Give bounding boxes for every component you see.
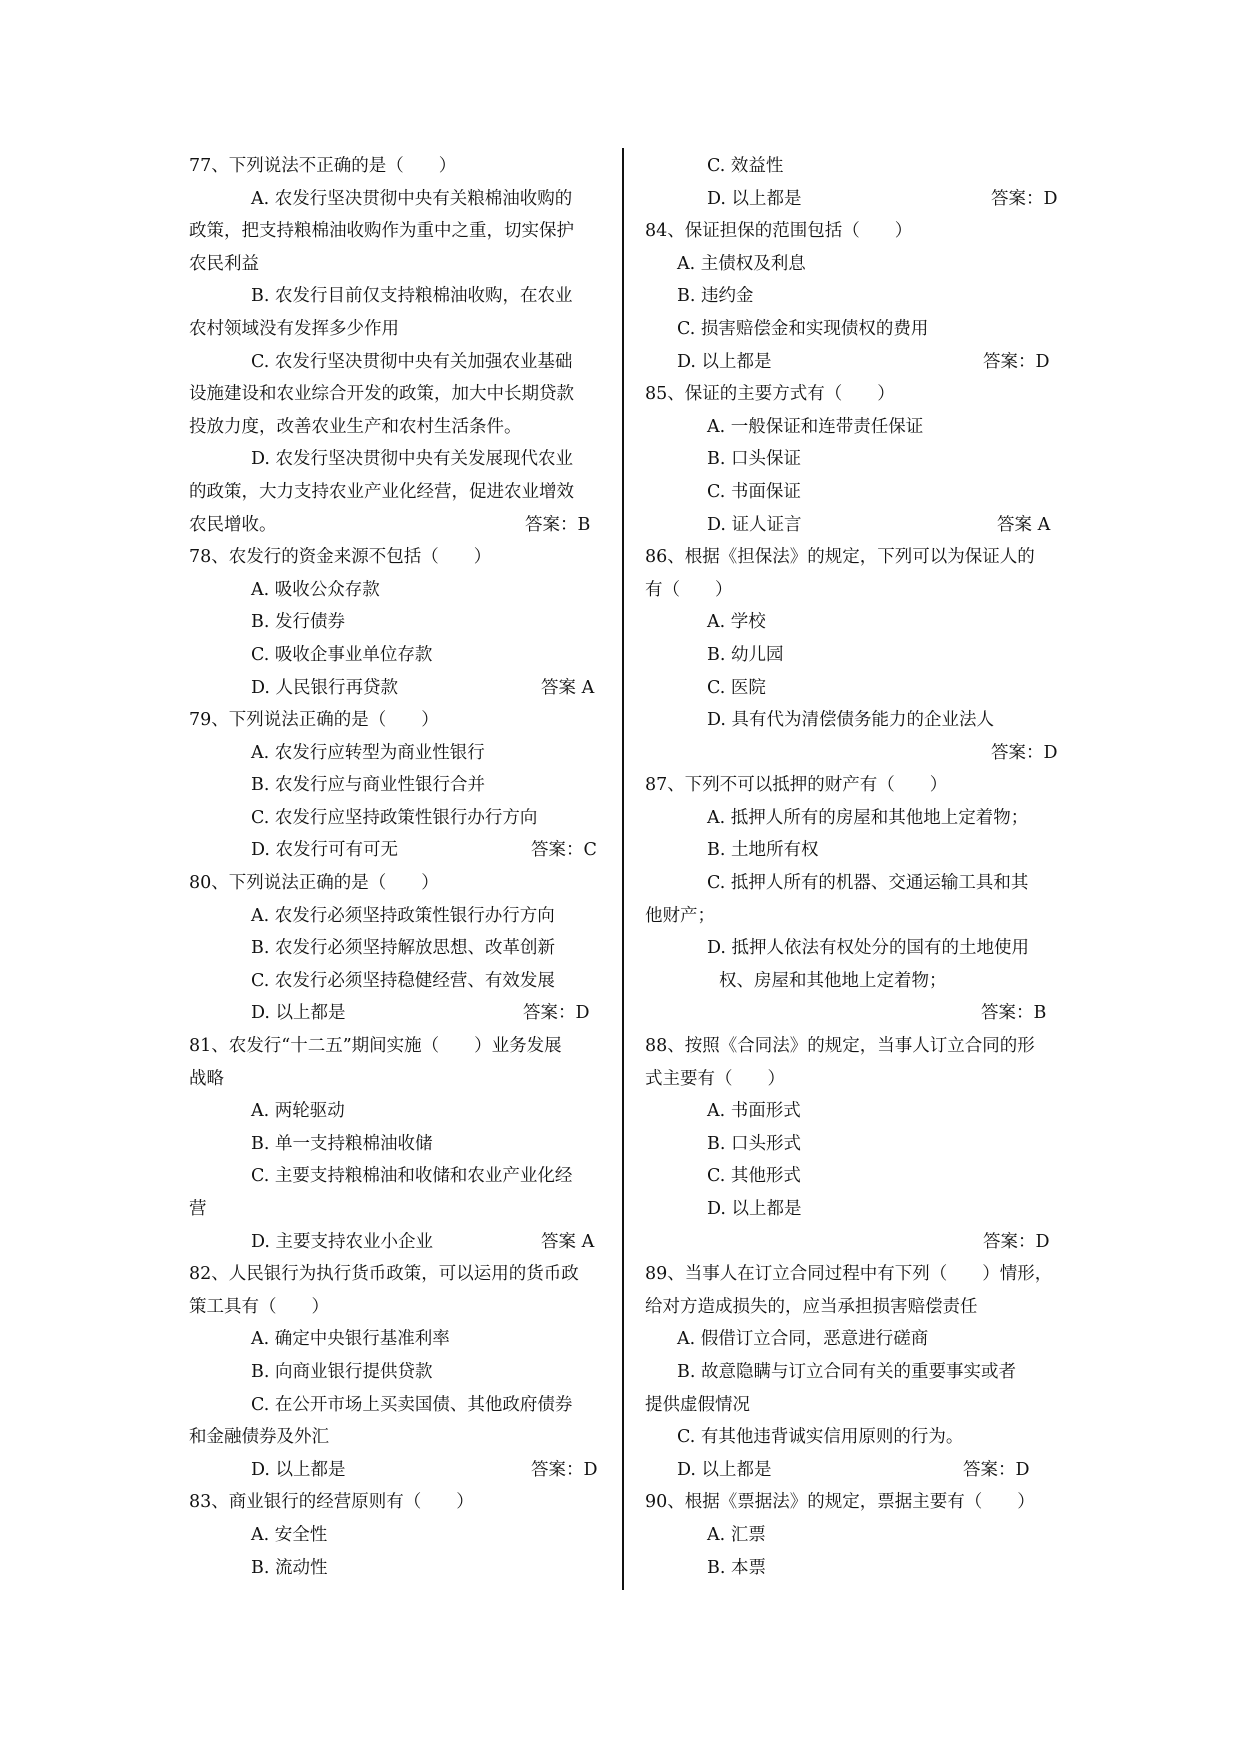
text-line <box>189 1389 601 1422</box>
line-text: 85、保证的主要方式有（ ） <box>645 384 895 405</box>
line-text: A. 主债权及利息 <box>677 253 806 274</box>
text-line <box>645 1421 1055 1454</box>
text-line <box>645 1389 1055 1422</box>
line-text: A. 农发行坚决贯彻中央有关粮棉油收购的 <box>251 188 573 209</box>
text-line <box>189 802 601 835</box>
text-line <box>645 1063 1055 1096</box>
line-text: 81、农发行“十二五”期间实施（ ）业务发展 <box>189 1036 562 1057</box>
text-line <box>189 965 601 998</box>
line-text: D. 主要支持农业小企业 <box>251 1231 434 1252</box>
line-text: D. 以上都是 <box>707 188 802 209</box>
answer-label: 答案：D <box>531 1459 598 1480</box>
text-line <box>189 997 601 1030</box>
text-line <box>645 1128 1055 1161</box>
text-line <box>645 443 1055 476</box>
line-text: D. 以上都是 <box>677 351 772 372</box>
line-text: 有（ ） <box>645 579 733 600</box>
text-line <box>645 183 1058 216</box>
text-line <box>189 606 601 639</box>
text-line <box>189 900 601 933</box>
text-line <box>645 672 1055 705</box>
text-line <box>645 248 1055 281</box>
text-line <box>189 1454 601 1487</box>
line-text: D. 以上都是 <box>251 1003 346 1024</box>
text-line <box>189 1193 601 1226</box>
line-text: A. 书面形式 <box>707 1101 801 1122</box>
line-text: A. 农发行必须坚持政策性银行办行方向 <box>251 905 555 926</box>
line-text: 给对方造成损失的，应当承担损害赔偿责任 <box>645 1296 978 1317</box>
line-text: B. 农发行应与商业性银行合并 <box>251 775 485 796</box>
text-line <box>189 1030 601 1063</box>
text-line <box>189 1421 601 1454</box>
line-text: D. 具有代为清偿债务能力的企业法人 <box>707 710 995 731</box>
line-text: B. 发行债券 <box>251 612 345 633</box>
text-line <box>645 900 1055 933</box>
text-line <box>645 867 1055 900</box>
line-text: A. 确定中央银行基准利率 <box>251 1329 450 1350</box>
text-line <box>189 183 601 216</box>
text-line <box>645 1030 1055 1063</box>
line-text: B. 故意隐瞒与订立合同有关的重要事实或者 <box>677 1361 1016 1382</box>
line-text: B. 流动性 <box>251 1557 328 1578</box>
text-line <box>645 1356 1055 1389</box>
text-line <box>189 1356 601 1389</box>
line-text: C. 损害赔偿金和实现债权的费用 <box>677 318 929 339</box>
line-text: 84、保证担保的范围包括（ ） <box>645 221 913 242</box>
text-line <box>189 215 601 248</box>
text-line <box>189 476 601 509</box>
line-text: D. 证人证言 <box>707 514 802 535</box>
text-line <box>189 1291 601 1324</box>
line-text: D. 以上都是 <box>707 1199 802 1219</box>
text-line <box>645 1095 1055 1128</box>
line-text: A. 抵押人所有的房屋和其他地上定着物； <box>707 807 1029 828</box>
text-line <box>189 248 601 281</box>
line-text: B. 本票 <box>707 1557 766 1578</box>
line-text: 他财产； <box>645 905 715 926</box>
text-line <box>645 574 1055 607</box>
line-text: 设施建设和农业综合开发的政策，加大中长期贷款 <box>189 384 574 405</box>
line-text: B. 违约金 <box>677 286 754 307</box>
line-text: 90、根据《票据法》的规定，票据主要有（ ） <box>645 1492 1035 1513</box>
line-text: 的政策，大力支持农业产业化经营，促进农业增效 <box>189 481 574 502</box>
text-line <box>645 932 1055 965</box>
line-text: 投放力度，改善农业生产和农村生活条件。 <box>189 416 522 437</box>
line-text: C. 效益性 <box>707 156 784 176</box>
line-text: 政策，把支持粮棉油收购作为重中之重，切实保护 <box>189 221 574 242</box>
line-text: 89、当事人在订立合同过程中有下列（ ）情形， <box>645 1264 1053 1285</box>
line-text: C. 有其他违背诚实信用原则的行为。 <box>677 1427 964 1448</box>
answer-label: 答案：D <box>963 1459 1030 1480</box>
text-line <box>189 932 601 965</box>
text-line <box>189 1552 601 1585</box>
text-line <box>189 509 601 542</box>
text-line <box>645 509 1055 542</box>
line-text: C. 农发行坚决贯彻中央有关加强农业基础 <box>251 351 573 372</box>
text-line <box>189 443 601 476</box>
line-text: B. 农发行必须坚持解放思想、改革创新 <box>251 938 555 959</box>
answer-label: 答案：D <box>983 351 1050 372</box>
text-line <box>189 1095 601 1128</box>
text-line <box>189 1519 601 1552</box>
answer-label: 答案 A <box>541 677 595 698</box>
text-line <box>189 280 601 313</box>
text-line <box>645 997 1055 1030</box>
line-text: 77、下列说法不正确的是（ ） <box>189 156 457 176</box>
line-text: D. 农发行可有可无 <box>251 840 399 861</box>
line-text: 农村领域没有发挥多少作用 <box>189 318 399 339</box>
text-line <box>645 1323 1055 1356</box>
line-text: B. 口头形式 <box>707 1133 801 1154</box>
line-text: B. 口头保证 <box>707 449 801 470</box>
answer-label: 答案 A <box>997 514 1051 535</box>
line-text: 86、根据《担保法》的规定，下列可以为保证人的 <box>645 547 1035 568</box>
line-text: C. 农发行必须坚持稳健经营、有效发展 <box>251 970 555 991</box>
text-line <box>189 541 601 574</box>
line-text: B. 土地所有权 <box>707 840 819 861</box>
line-text: D. 以上都是 <box>251 1459 346 1480</box>
line-text: 87、下列不可以抵押的财产有（ ） <box>645 775 948 796</box>
answer-label: 答案：D <box>983 1231 1050 1252</box>
text-line <box>189 574 601 607</box>
line-text: 权、房屋和其他地上定着物； <box>719 970 947 991</box>
text-line <box>189 672 601 705</box>
line-text: 农民利益 <box>189 253 259 274</box>
text-line <box>189 737 601 770</box>
text-line <box>645 606 1055 639</box>
text-line <box>189 704 601 737</box>
line-text: C. 主要支持粮棉油和收储和农业产业化经 <box>251 1166 573 1187</box>
text-line <box>645 476 1055 509</box>
text-line <box>189 834 601 867</box>
text-line <box>189 1226 601 1259</box>
answer-label: 答案 A <box>541 1231 595 1252</box>
line-text: D. 以上都是 <box>677 1459 772 1480</box>
text-line <box>645 378 1055 411</box>
text-line <box>645 313 1055 346</box>
text-line <box>645 1193 1055 1226</box>
text-line <box>645 280 1055 313</box>
line-text: 农民增收。 <box>189 514 277 535</box>
column-divider <box>622 148 624 1590</box>
text-line <box>645 1226 1055 1259</box>
line-text: D. 抵押人依法有权处分的国有的土地使用 <box>707 938 1030 959</box>
right-column <box>645 150 1058 1584</box>
left-column <box>189 150 601 1584</box>
line-text: A. 两轮驱动 <box>251 1101 345 1122</box>
line-text: D. 人民银行再贷款 <box>251 677 399 698</box>
answer-label: 答案：B <box>525 514 591 535</box>
text-line <box>645 1519 1055 1552</box>
text-line <box>645 639 1055 672</box>
text-line <box>189 313 601 346</box>
line-text: A. 吸收公众存款 <box>251 579 380 600</box>
line-text: C. 在公开市场上买卖国债、其他政府债券 <box>251 1394 573 1415</box>
text-line <box>189 1160 601 1193</box>
text-line <box>189 150 601 183</box>
text-line <box>189 867 601 900</box>
text-line <box>645 411 1055 444</box>
text-line <box>189 346 601 379</box>
line-text: A. 学校 <box>707 612 766 633</box>
answer-label: 答案：C <box>531 840 597 861</box>
line-text: B. 幼儿园 <box>707 644 784 665</box>
text-line <box>645 215 1055 248</box>
line-text: 战略 <box>189 1068 224 1089</box>
line-text: A. 假借订立合同，恶意进行磋商 <box>677 1329 929 1350</box>
line-text: 营 <box>189 1199 207 1219</box>
line-text: C. 医院 <box>707 677 766 698</box>
line-text: B. 向商业银行提供贷款 <box>251 1361 433 1382</box>
text-line <box>645 1291 1055 1324</box>
line-text: 79、下列说法正确的是（ ） <box>189 710 439 731</box>
text-line <box>645 541 1055 574</box>
line-text: A. 安全性 <box>251 1524 328 1545</box>
answer-label: 答案：D <box>523 1003 590 1024</box>
line-text: A. 一般保证和连带责任保证 <box>707 416 924 437</box>
text-line <box>189 411 601 444</box>
text-line <box>645 834 1055 867</box>
line-text: 78、农发行的资金来源不包括（ ） <box>189 547 492 568</box>
text-line <box>645 346 1055 379</box>
text-line <box>645 704 1055 737</box>
line-text: C. 书面保证 <box>707 481 801 502</box>
text-line <box>189 1063 601 1096</box>
line-text: A. 农发行应转型为商业性银行 <box>251 742 485 763</box>
text-line <box>189 639 601 672</box>
text-line <box>189 769 601 802</box>
answer-label: 答案：D <box>991 188 1058 209</box>
line-text: 策工具有（ ） <box>189 1296 329 1317</box>
text-line <box>645 1552 1055 1585</box>
text-line <box>645 769 1055 802</box>
text-line <box>645 150 1055 183</box>
text-line <box>645 1258 1055 1291</box>
text-line <box>645 1486 1055 1519</box>
line-text: C. 吸收企事业单位存款 <box>251 644 433 665</box>
text-line <box>645 1454 1055 1487</box>
line-text: 83、商业银行的经营原则有（ ） <box>189 1492 474 1513</box>
answer-label: 答案：D <box>991 742 1058 763</box>
line-text: 82、人民银行为执行货币政策，可以运用的货币政 <box>189 1264 579 1285</box>
line-text: 式主要有（ ） <box>645 1068 785 1089</box>
text-line <box>189 378 601 411</box>
line-text: 和金融债券及外汇 <box>189 1427 329 1448</box>
line-text: D. 农发行坚决贯彻中央有关发展现代农业 <box>251 449 574 470</box>
answer-label: 答案：B <box>981 1003 1047 1024</box>
text-line <box>645 802 1055 835</box>
line-text: 80、下列说法正确的是（ ） <box>189 873 439 894</box>
text-line <box>645 1160 1055 1193</box>
text-line <box>189 1128 601 1161</box>
line-text: 88、按照《合同法》的规定，当事人订立合同的形 <box>645 1036 1035 1057</box>
text-line <box>189 1258 601 1291</box>
text-line <box>189 1486 601 1519</box>
line-text: 提供虚假情况 <box>645 1394 750 1415</box>
line-text: C. 其他形式 <box>707 1166 801 1187</box>
line-text: B. 农发行目前仅支持粮棉油收购，在农业 <box>251 286 573 307</box>
text-line <box>189 1323 601 1356</box>
line-text: C. 抵押人所有的机器、交通运输工具和其 <box>707 873 1029 894</box>
line-text: B. 单一支持粮棉油收储 <box>251 1133 433 1154</box>
line-text: A. 汇票 <box>707 1524 766 1545</box>
text-line <box>645 737 1058 770</box>
text-line <box>645 965 1055 998</box>
line-text: C. 农发行应坚持政策性银行办行方向 <box>251 807 538 828</box>
